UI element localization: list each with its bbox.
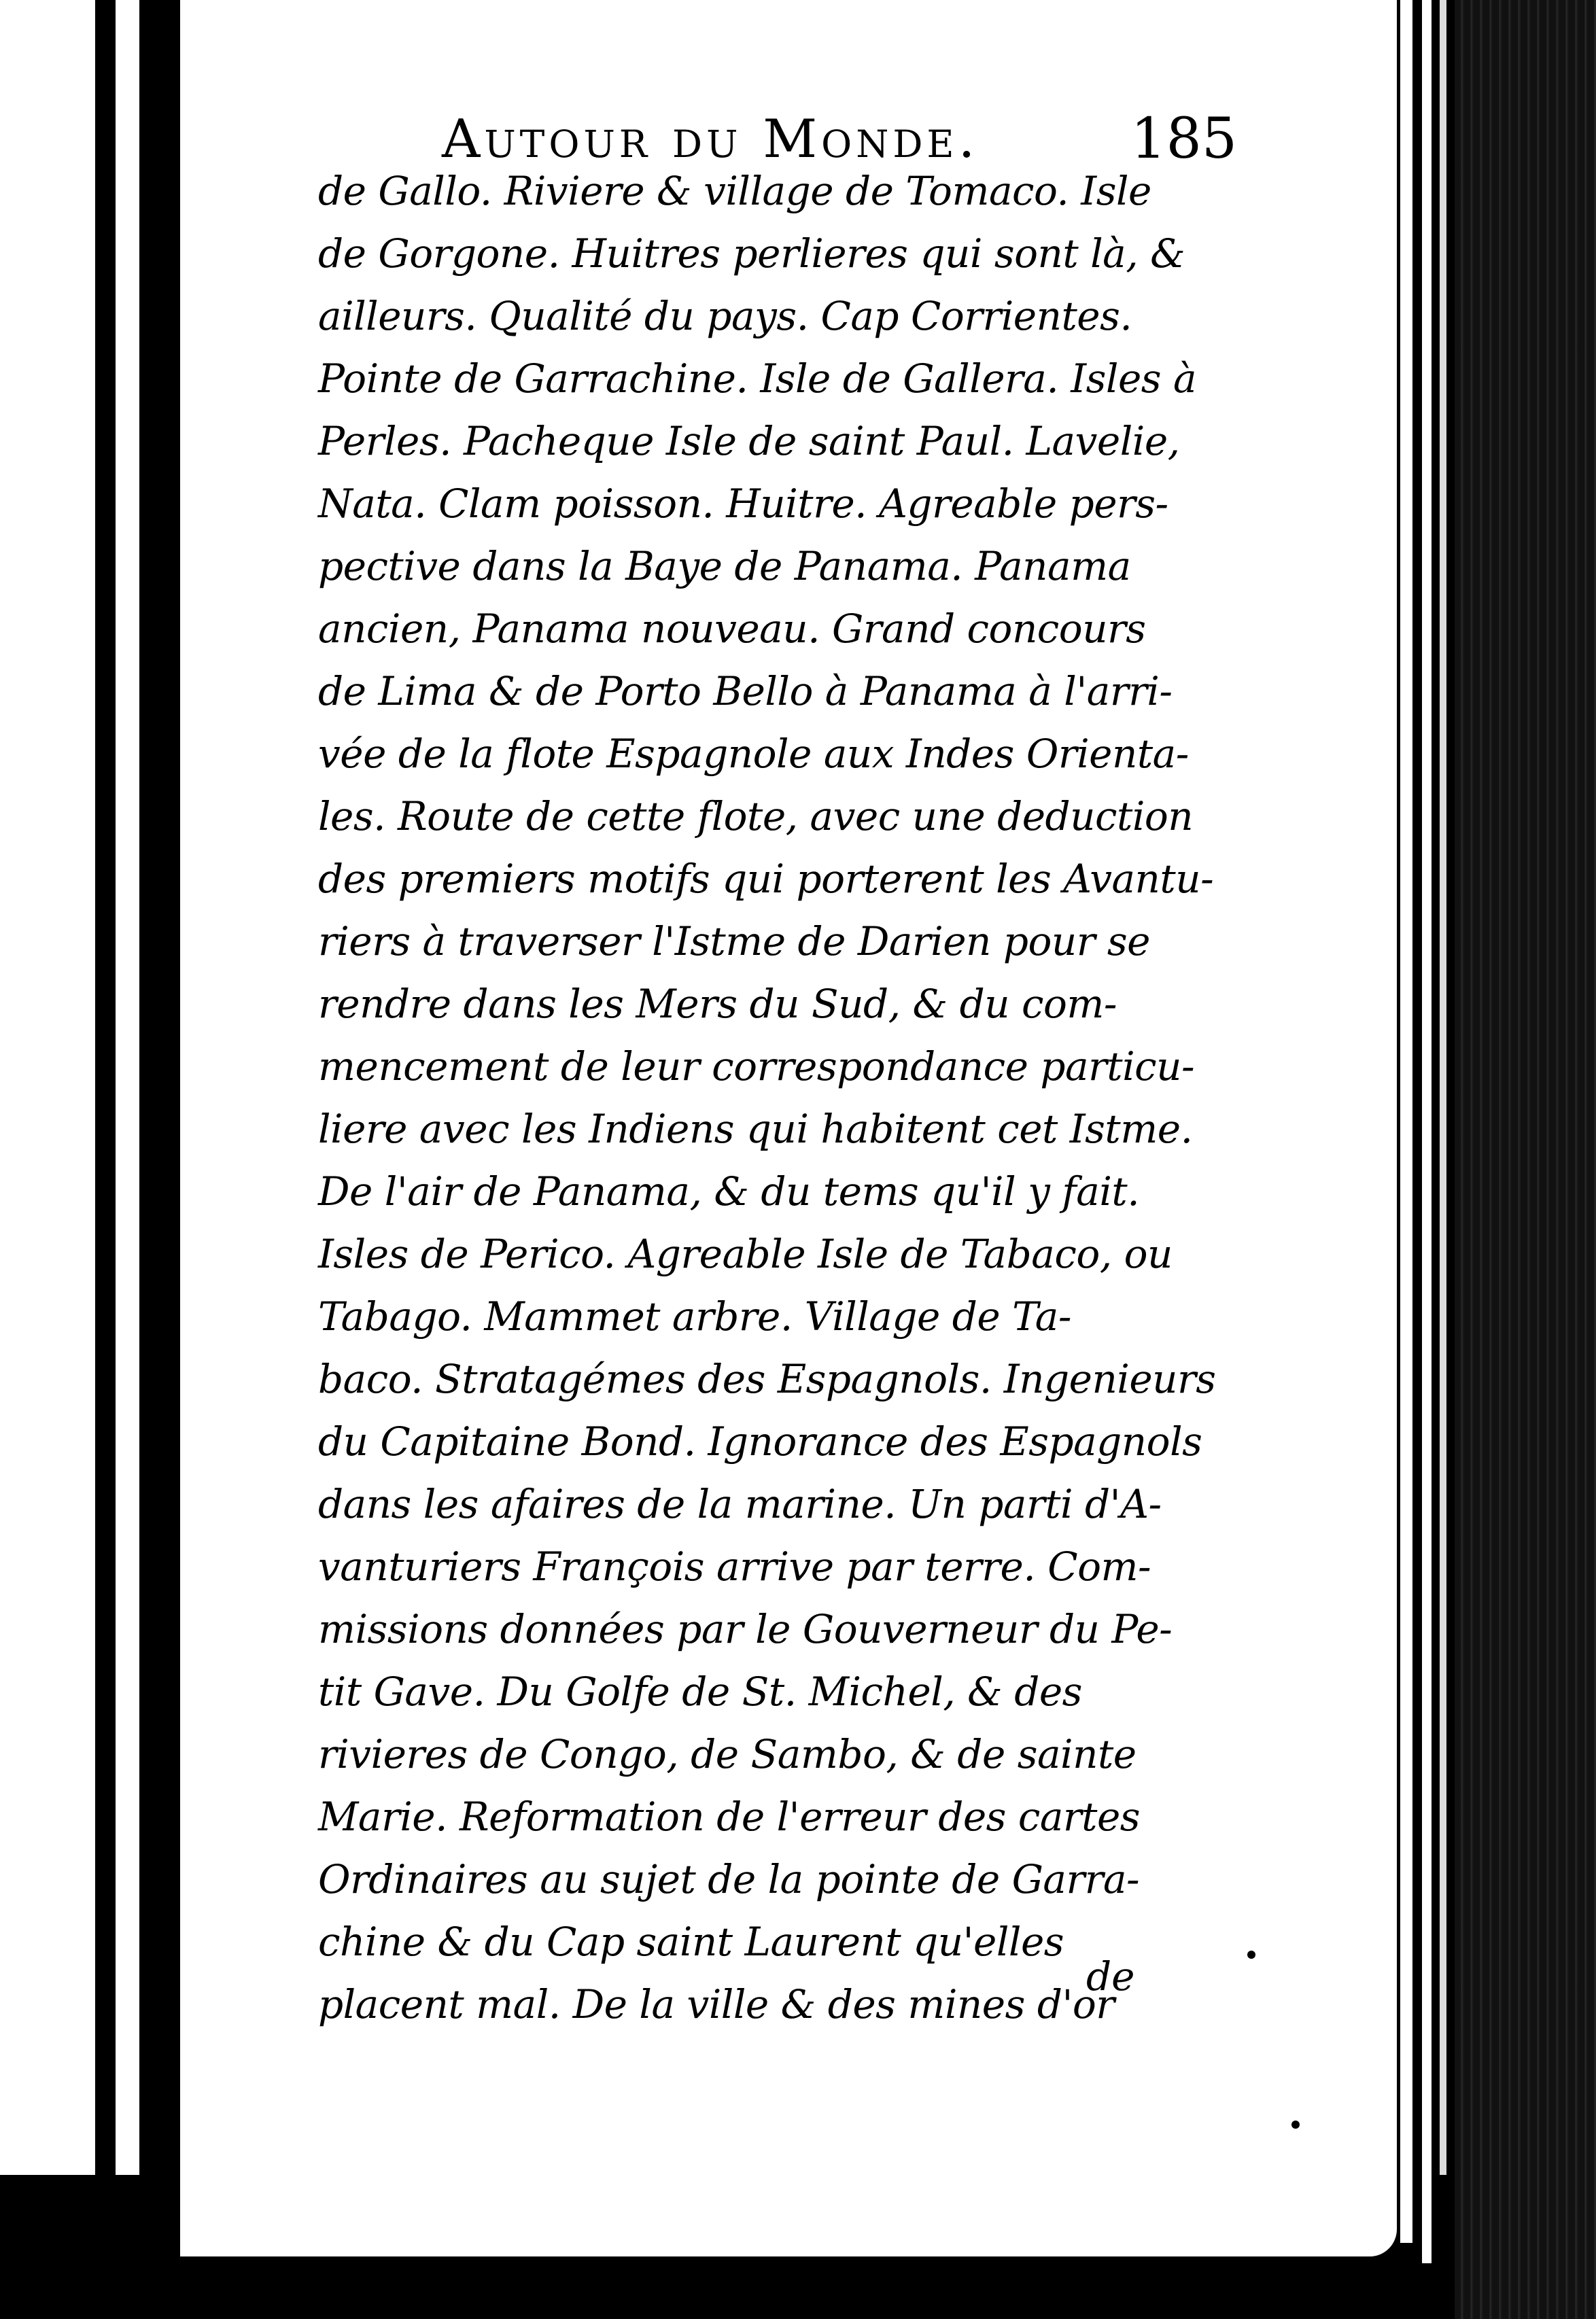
text-line: vée de la flote Espagnole aux Indes Orienta- [318, 731, 1189, 777]
page-body-text [318, 160, 1270, 2036]
ink-speck [1291, 2121, 1300, 2129]
text-line: tit Gave. Du Golfe de St. Michel, & des [318, 1669, 1082, 1715]
book-fore-edge [1455, 0, 1596, 2319]
scan-background [0, 2175, 139, 2319]
text-line: ailleurs. Qualité du pays. Cap Corrientes. [318, 293, 1132, 339]
page-number: 185 [1130, 107, 1237, 171]
text-line: de Gallo. Riviere & village de Tomaco. Isle [318, 168, 1151, 214]
text-line: Ordinaires au sujet de la pointe de Garra- [318, 1856, 1140, 1902]
text-line: Isles de Perico. Agreable Isle de Tabaco, ou [318, 1231, 1173, 1277]
ink-speck [1247, 1951, 1255, 1959]
page-edge [1422, 0, 1432, 2263]
text-line: mencement de leur correspondance particu- [318, 1043, 1195, 1089]
text-line: rivieres de Congo, de Sambo, & de sainte [318, 1731, 1137, 1777]
text-line: Tabago. Mammet arbre. Village de Ta- [318, 1293, 1071, 1340]
text-line: De l'air de Panama, & du tems qu'il y fait. [318, 1168, 1140, 1215]
text-line: missions données par le Gouverneur du Pe- [318, 1606, 1173, 1652]
catchword: de [1086, 1953, 1135, 2000]
text-line: dans les afaires de la marine. Un parti d'A- [318, 1481, 1162, 1527]
scan-background [139, 2263, 1431, 2319]
previous-leaf [0, 0, 139, 2319]
text-line: de Lima & de Porto Bello à Panama à l'arri- [318, 668, 1173, 714]
text-line: du Capitaine Bond. Ignorance des Espagnols [318, 1418, 1202, 1465]
text-line: baco. Stratagémes des Espagnols. Ingenieurs [318, 1356, 1216, 1402]
text-line: chine & du Cap saint Laurent qu'elles [318, 1919, 1064, 1965]
running-title: Autour du Monde. [442, 109, 979, 170]
leaf-gutter-shadow [95, 0, 116, 2319]
page-edge [1400, 0, 1412, 2243]
text-line: de Gorgone. Huitres perlieres qui sont là, & [318, 230, 1185, 277]
text-line: placent mal. De la ville & des mines d'or [318, 1981, 1115, 2027]
page-edge [1440, 0, 1446, 2175]
text-line: Pointe de Garrachine. Isle de Gallera. Isles à [318, 355, 1197, 402]
text-line: pective dans la Baye de Panama. Panama [318, 543, 1131, 589]
text-line: riers à traverser l'Istme de Darien pour se [318, 918, 1150, 964]
text-line: rendre dans les Mers du Sud, & du com- [318, 981, 1117, 1027]
text-line: ancien, Panama nouveau. Grand concours [318, 606, 1146, 652]
text-line: liere avec les Indiens qui habitent cet Istme. [318, 1106, 1193, 1152]
text-line: Perles. Pacheque Isle de saint Paul. Lavelie, [318, 418, 1180, 464]
binding-shadow [139, 0, 180, 2319]
text-line: Marie. Reformation de l'erreur des cartes [318, 1794, 1141, 1840]
text-line: Nata. Clam poisson. Huitre. Agreable pers- [318, 481, 1168, 527]
text-line: vanturiers François arrive par terre. Com- [318, 1544, 1151, 1590]
text-line: les. Route de cette flote, avec une deduction [318, 793, 1194, 839]
text-line: des premiers motifs qui porterent les Avantu- [318, 856, 1214, 902]
